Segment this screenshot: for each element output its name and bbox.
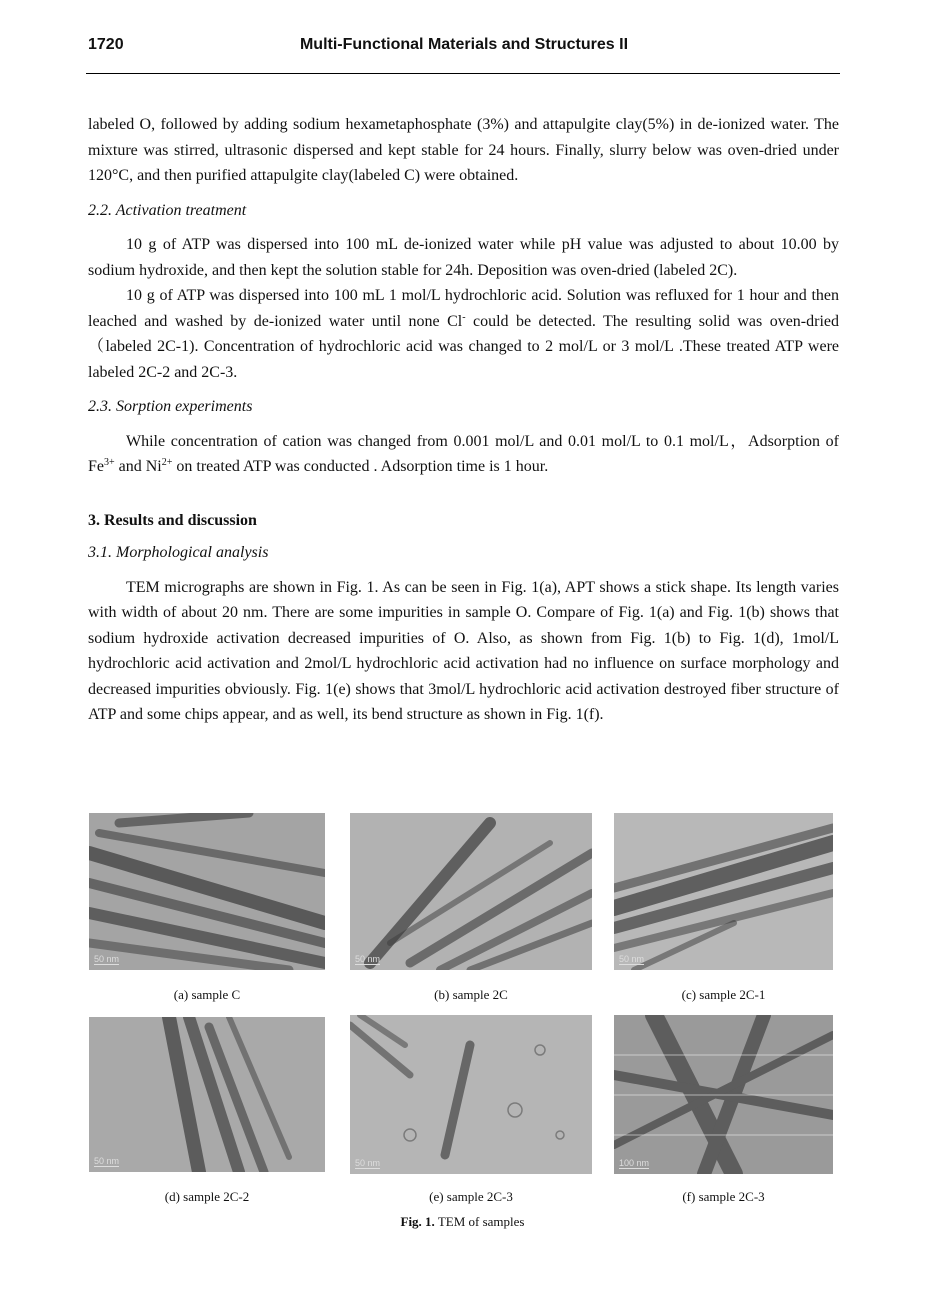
tem-image-c	[614, 813, 833, 970]
running-header	[88, 34, 840, 58]
header-rule	[86, 73, 840, 74]
paragraph-2-3: While concentration of cation was changed from 0.001 mol/L and 0.01 mol/L to 0.1 mol/L，Adsorption of $Fe^{3+}$ and $Ni^{2+}$ on treated ATP was conducted . Adsorption time is 1 hour.	[88, 432, 839, 475]
intro-paragraph: labeled O, followed by adding sodium hexametaphosphate (3%) and attapulgite clay(5%) in de-ionized water. The mixture was stirred, ultrasonic dispersed and kept stable for 24 hours. Finally, slurry below was oven-dried under 120°C, and then purified attapulgite clay(labeled C) were obtained.	[88, 116, 839, 184]
tem-image-b	[350, 813, 592, 970]
caption-a: (a) sample C	[173, 987, 241, 1002]
scale-bar: 50 nm	[94, 1156, 120, 1166]
journal-title: Multi-Functional Materials and Structures II	[299, 36, 629, 53]
section-heading-2-2: 2.2. Activation treatment	[88, 201, 247, 219]
section-heading-3-1: 3.1. Morphological analysis	[88, 544, 269, 561]
scale-bar: 50 nm	[94, 954, 120, 964]
scale-bar: 50 nm	[355, 1158, 381, 1168]
paragraph-2-2-b: 10 g of ATP was dispersed into 100 mL 1 mol/L hydrochloric acid. Solution was refluxed for 1 hour and then leached and washed by de-ionized water until none Cl- could be detected. The resulting solid was oven-dried（labeled 2C-1). Concentration of hydrochloric acid was changed to 2 mol/L or 3 mol/L .These treated ATP were labeled 2C-2 and 2C-3.	[88, 287, 840, 381]
caption-c: (c) sample 2C-1	[681, 987, 766, 1002]
tem-image-e	[350, 1015, 592, 1174]
scale-bar: 50 nm	[619, 954, 645, 964]
caption-b: (b) sample 2C	[434, 987, 508, 1002]
caption-f: (f) sample 2C-3	[682, 1189, 765, 1204]
caption-e: (e) sample 2C-3	[429, 1189, 513, 1204]
tem-image-d	[89, 1017, 325, 1172]
tem-image-f	[614, 1015, 833, 1174]
section-heading-2-3: 2.3. Sorption experiments	[88, 398, 253, 415]
paragraph-2-2-a: 10 g of ATP was dispersed into 100 mL de-ionized water while pH value was adjusted to about 10.00 by sodium hydroxide, and then kept the solution stable for 24h. Deposition was oven-dried (labeled 2C).	[88, 236, 839, 279]
paragraph-3-1: TEM micrographs are shown in Fig. 1. As can be seen in Fig. 1(a), APT shows a stick shape. Its length varies with width of about 20 nm. There are some impurities in sample O. Compare of Fig. 1(a) and Fig. 1(b) shows that sodium hydroxide activation decreased impurities of O. Also, as shown from Fig. 1(b) to Fig. 1(d), 1mol/L hydrochloric acid activation and 2mol/L hydrochloric acid activation had no influence on surface morphology and decreased impurities obviously. Fig. 1(e) shows that 3mol/L hydrochloric acid activation destroyed fiber structure of ATP and some chips appear, and as well, its bend structure as shown in Fig. 1(f).	[88, 578, 839, 723]
figure-caption: Fig. 1. TEM of samples	[400, 1214, 525, 1229]
page-number: 1720	[88, 36, 124, 53]
scale-bar: 100 nm	[619, 1158, 650, 1168]
article-body	[88, 112, 839, 728]
scale-bar: 50 nm	[355, 954, 381, 964]
caption-d: (d) sample 2C-2	[164, 1189, 250, 1204]
tem-image-a	[89, 813, 325, 970]
section-heading-3: 3. Results and discussion	[88, 511, 257, 529]
